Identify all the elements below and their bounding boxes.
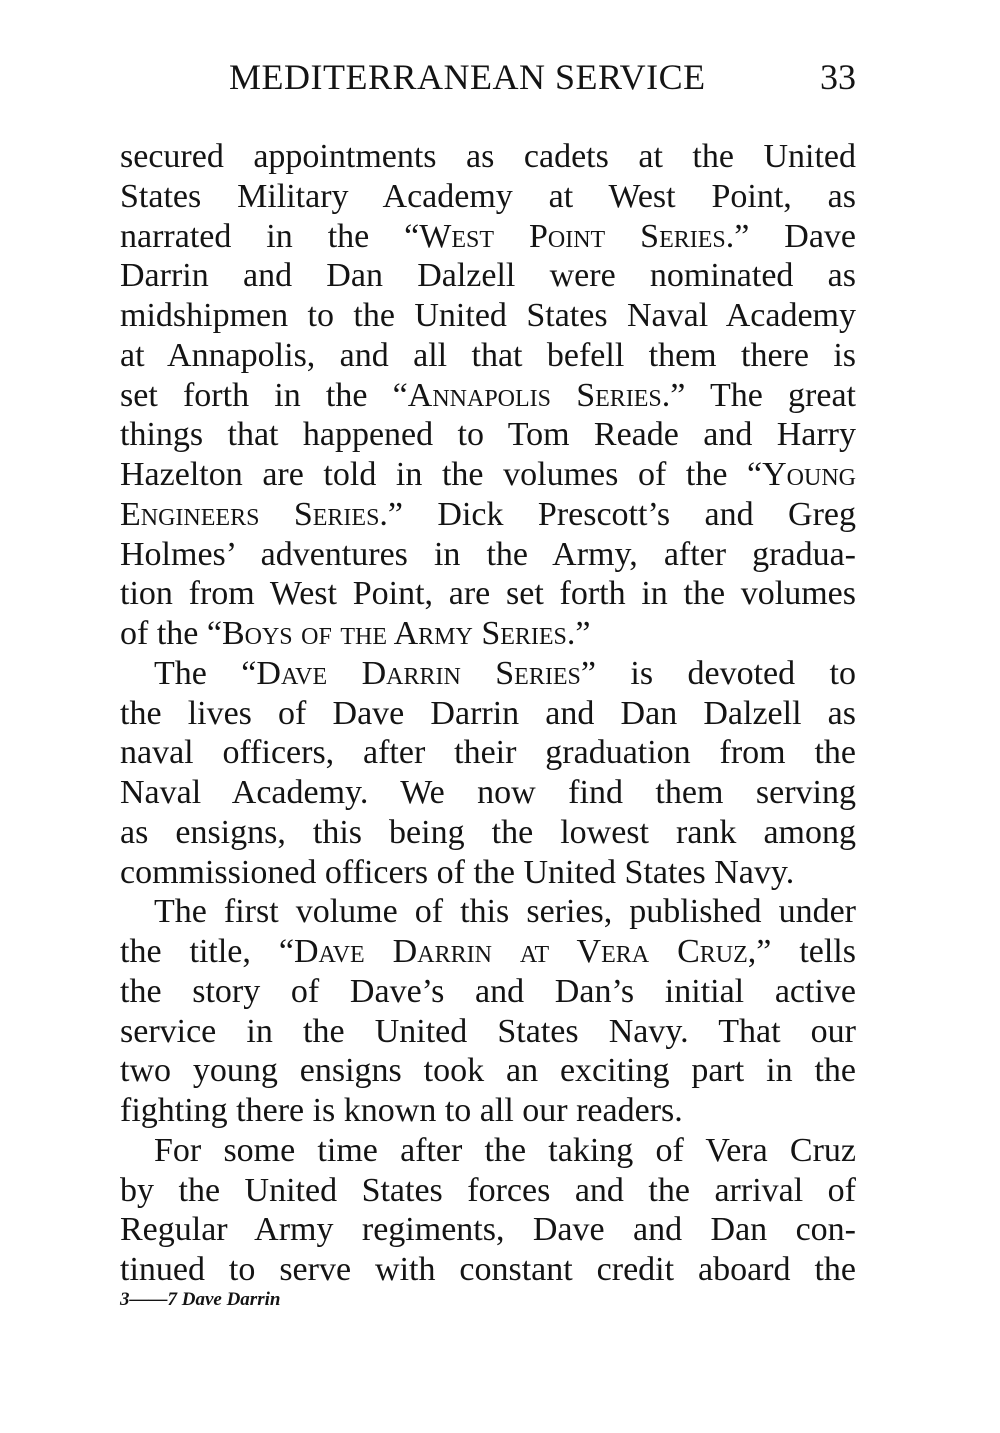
text-span: the title, “ <box>120 933 294 970</box>
printer-signature-mark: 3——7 Dave Darrin <box>120 1289 281 1310</box>
text-span: .” Dick Prescott’s and Greg <box>379 495 856 533</box>
text-line: midshipmen to the United States Naval Academy <box>120 297 856 334</box>
text-line <box>120 217 856 257</box>
text-span: .” The great <box>661 376 856 414</box>
text-line: commissioned officers of the United States Navy. <box>120 853 795 891</box>
text-line <box>120 376 856 416</box>
text-line <box>120 614 856 654</box>
series-title: West Point Series <box>419 217 726 255</box>
text-line: Darrin and Dan Dalzell were nominated as <box>120 257 856 295</box>
text-line <box>120 455 856 495</box>
text-line: two young ensigns took an exciting part in the <box>120 1052 856 1090</box>
running-header <box>120 52 856 102</box>
text-line: tinued to serve with constant credit aboard the <box>120 1251 856 1288</box>
text-span: ” is devoted to <box>580 654 857 692</box>
text-span: narrated in the “ <box>120 217 420 255</box>
series-title: Engineers Series <box>120 495 380 533</box>
text-line: the lives of Dave Darrin and Dan Dalzell as <box>120 694 856 732</box>
series-title: Young <box>762 456 856 493</box>
text-line: things that happened to Tom Reade and Harry <box>120 416 856 454</box>
text-line: by the United States forces and the arrival of <box>120 1171 856 1209</box>
text-line: secured appointments as cadets at the United <box>120 138 856 175</box>
series-title: Dave Darrin Series <box>256 654 581 692</box>
text-line: as ensigns, this being the lowest rank among <box>120 813 856 851</box>
text-span: .” Dave <box>725 217 857 255</box>
text-span: The “ <box>154 654 257 692</box>
text-line: The first volume of this series, published under <box>154 893 856 931</box>
text-span: Hazelton are told in the volumes of the “ <box>120 456 763 493</box>
text-line: Naval Academy. We now find them serving <box>120 774 856 811</box>
text-line: service in the United States Navy. That our <box>120 1012 856 1050</box>
text-line: fighting there is known to all our readers. <box>120 1092 683 1129</box>
text-line: States Military Academy at West Point, as <box>120 177 856 215</box>
text-line: the story of Dave’s and Dan’s initial active <box>120 972 856 1010</box>
text-line <box>120 495 856 535</box>
text-line: Regular Army regiments, Dave and Dan con- <box>120 1211 856 1249</box>
text-line: at Annapolis, and all that befell them there is <box>120 336 856 374</box>
series-title: Annapolis Series <box>407 376 662 414</box>
series-title: Boys of the Army Series <box>221 615 567 652</box>
text-span: of the “ <box>120 615 222 652</box>
body-text <box>120 137 856 1290</box>
text-span: .” <box>566 615 591 652</box>
page-number: 33 <box>820 57 856 97</box>
running-title: MEDITERRANEAN SERVICE <box>229 57 706 97</box>
text-span: ,” tells <box>747 933 856 970</box>
text-span: set forth in the “ <box>120 376 408 414</box>
text-line: tion from West Point, are set forth in the volumes <box>120 575 856 613</box>
text-line <box>120 654 856 694</box>
text-line: Holmes’ adventures in the Army, after gradua- <box>120 535 856 573</box>
text-line: For some time after the taking of Vera Cruz <box>154 1131 856 1169</box>
book-title: Dave Darrin at Vera Cruz <box>293 933 748 970</box>
text-line: naval officers, after their graduation from the <box>120 734 856 772</box>
text-line <box>120 932 856 972</box>
